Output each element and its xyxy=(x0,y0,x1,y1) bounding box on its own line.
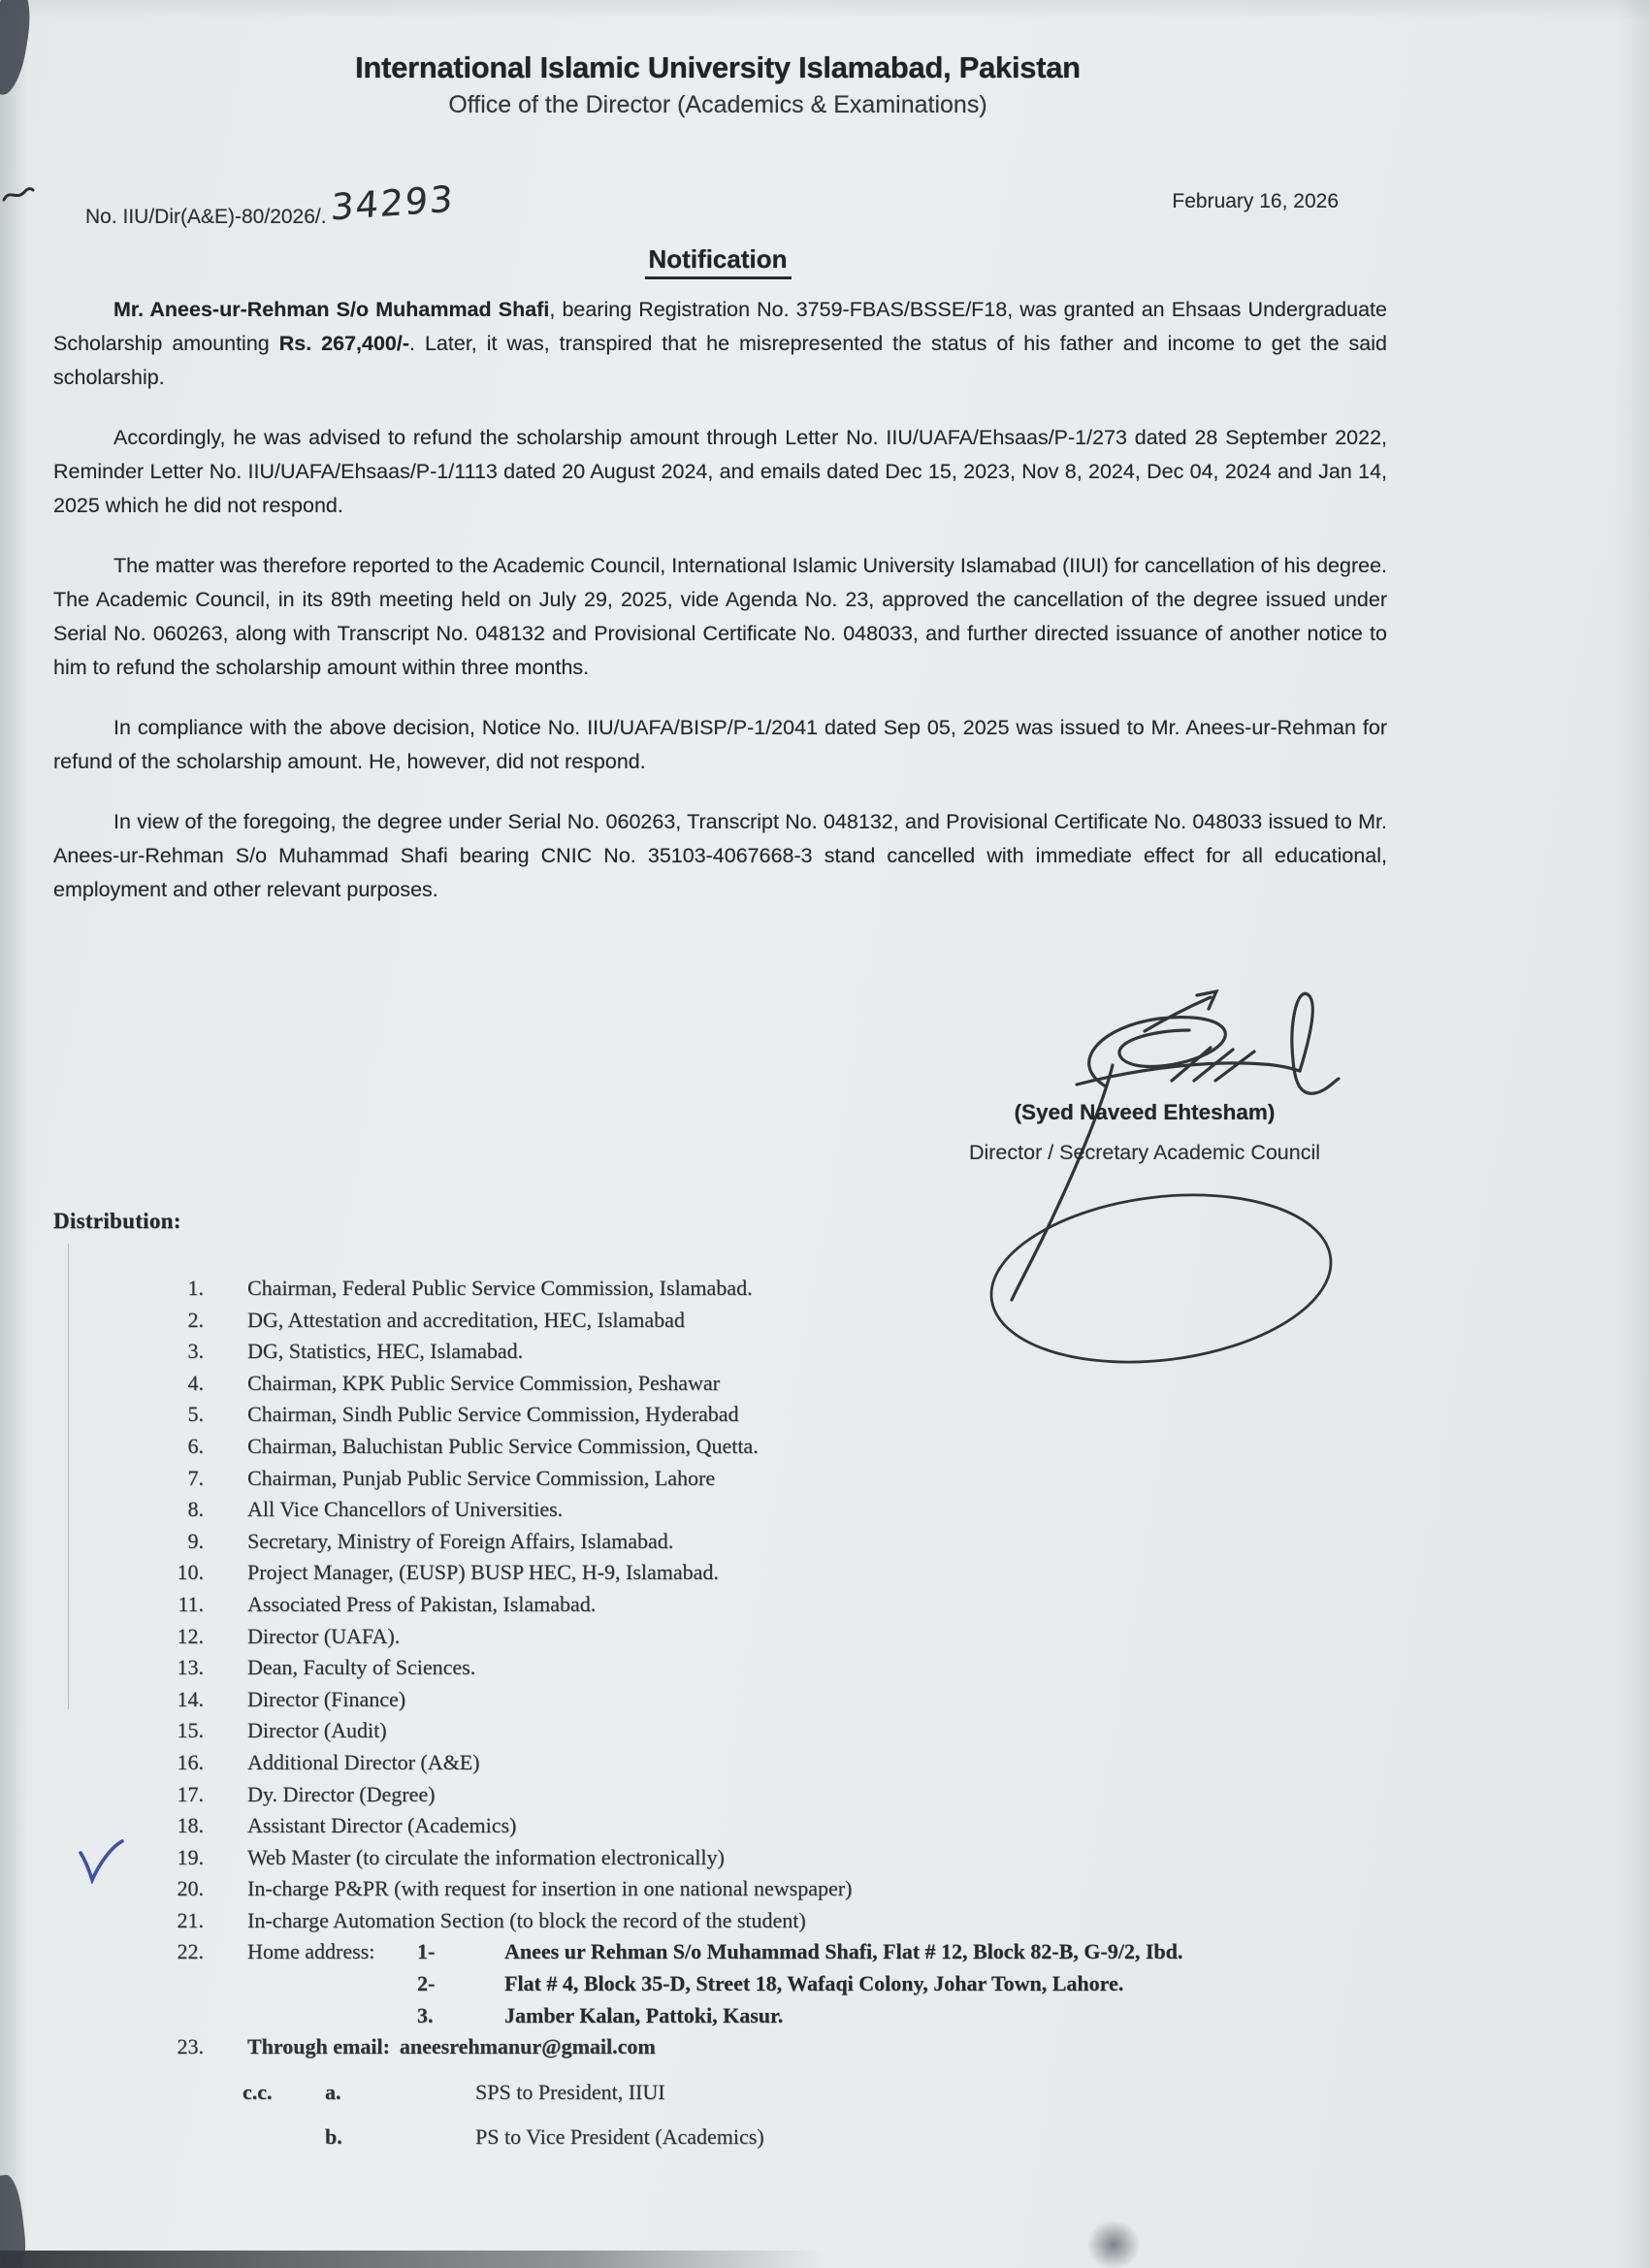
distribution-item-8 xyxy=(53,1494,1266,1526)
notification-heading: Notification xyxy=(645,244,792,279)
item-text: Additional Director (A&E) xyxy=(247,1749,480,1774)
paragraph-4: In compliance with the above decision, Notice No. IIU/UAFA/BISP/P-1/2041 dated Sep 05, 2025 was issued to Mr. Anees-ur-Rehman for refund of the scholarship amount. He, however, did not respond. xyxy=(53,716,1387,773)
item-text: Chairman, KPK Public Service Commission, Peshawar xyxy=(247,1370,721,1395)
address-text: Anees ur Rehman S/o Muhammad Shafi, Flat # 12, Block 82-B, G-9/2, Ibd. xyxy=(504,1939,1183,1964)
distribution-item-5 xyxy=(53,1399,1266,1431)
item-text: Assistant Director (Academics) xyxy=(247,1813,517,1838)
distribution-item-23 xyxy=(53,2031,1266,2063)
item-text: Director (Audit) xyxy=(247,1718,387,1743)
distribution-list xyxy=(53,1273,1266,2063)
email-line xyxy=(247,2031,656,2063)
address-label-spacer xyxy=(247,2000,417,2032)
item-number: 9. xyxy=(187,1528,204,1553)
distribution-item-12 xyxy=(53,1621,1266,1653)
cc-row-b xyxy=(53,2115,764,2159)
signatory-title: Director / Secretary Academic Council xyxy=(968,1141,1321,1164)
item-number: 11. xyxy=(178,1591,204,1616)
reference-prefix: No. IIU/Dir(A&E)-80/2026/. xyxy=(85,206,327,228)
subject-name-bold: Mr. Anees-ur-Rehman S/o Muhammad Shafi xyxy=(113,298,550,321)
scholarship-amount-bold: Rs. 267,400/- xyxy=(278,332,410,355)
distribution-item-20 xyxy=(53,1873,1266,1905)
item-text: Chairman, Sindh Public Service Commission, Hyderabad xyxy=(247,1402,739,1427)
distribution-heading: Distribution: xyxy=(53,1209,181,1233)
home-address-row-2-content xyxy=(247,1968,1123,2000)
item-number: 4. xyxy=(187,1370,204,1395)
home-address-row-1 xyxy=(247,1936,1182,1968)
item-number: 20. xyxy=(177,1876,204,1901)
home-address-row-3 xyxy=(53,2000,1266,2032)
item-number: 8. xyxy=(187,1497,204,1522)
item-number: 22. xyxy=(177,1939,204,1964)
item-number: 21. xyxy=(177,1907,204,1932)
distribution-item-7 xyxy=(53,1463,1266,1495)
item-text: DG, Statistics, HEC, Islamabad. xyxy=(247,1339,524,1364)
university-title: International Islamic University Islamabad, Pakistan xyxy=(355,50,1081,84)
cc-label-spacer xyxy=(242,2115,325,2159)
address-number: 3. xyxy=(417,2002,434,2027)
home-address-row-2 xyxy=(53,1968,1266,2000)
distribution-item-17 xyxy=(53,1779,1266,1811)
distribution-item-2 xyxy=(53,1305,1266,1337)
distribution-item-16 xyxy=(53,1747,1266,1779)
item-text: Web Master (to circulate the information electronically) xyxy=(247,1844,725,1869)
item-text: Chairman, Baluchistan Public Service Commission, Quetta. xyxy=(247,1433,759,1458)
item-number: 5. xyxy=(187,1402,204,1427)
paragraph-1-text-end: . Later, it was, transpired that he misrepresented the status of his father and income to get the said scholarship. xyxy=(53,332,1387,389)
address-number: 2- xyxy=(417,1971,436,1996)
paragraph-1-text: , bearing Registration No. 3759-FBAS/BSSE/F18, was granted an Ehsaas Undergraduate Scholarship amounting xyxy=(53,298,1387,355)
margin-squiggle-mark xyxy=(2,182,35,210)
distribution-item-22 xyxy=(53,1936,1266,1968)
item-text: In-charge P&PR (with request for insertion in one national newspaper) xyxy=(247,1876,853,1901)
item-number: 15. xyxy=(177,1718,204,1743)
scan-edge-artifact-bottom xyxy=(0,2251,824,2268)
paragraph-5: In view of the foregoing, the degree under Serial No. 060263, Transcript No. 048132, and Provisional Certificate No. 048033 issued to Mr. Anees-ur-Rehman S/o Muhammad Shafi bearing CNIC No. 35103-4067668-3 stand cancelled with immediate effect for all educational, employment and other relevant purposes. xyxy=(53,810,1387,901)
paragraph-1 xyxy=(53,293,1387,395)
cc-text: PS to Vice President (Academics) xyxy=(475,2124,764,2149)
distribution-item-4 xyxy=(53,1368,1266,1400)
distribution-item-15 xyxy=(53,1715,1266,1747)
item-text: In-charge Automation Section (to block the record of the student) xyxy=(247,1907,806,1932)
item-text: Chairman, Federal Public Service Commission, Islamabad. xyxy=(247,1276,753,1300)
checkmark-annotation xyxy=(78,1839,124,1884)
cc-row-a xyxy=(53,2070,764,2115)
distribution-item-13 xyxy=(53,1652,1266,1684)
reference-row xyxy=(85,178,1339,232)
item-number: 23. xyxy=(177,2034,204,2059)
item-text: Chairman, Punjab Public Service Commission, Lahore xyxy=(247,1465,716,1490)
item-number: 16. xyxy=(177,1749,204,1774)
letter-body xyxy=(53,293,1387,933)
handwritten-diary-number: 34293 xyxy=(329,178,456,229)
cc-section xyxy=(53,2070,764,2159)
item-number: 6. xyxy=(187,1433,204,1458)
distribution-item-9 xyxy=(53,1526,1266,1558)
paragraph-2: Accordingly, he was advised to refund the scholarship amount through Letter No. IIU/UAFA/Ehsaas/P-1/273 dated 28 September 2022, Reminder Letter No. IIU/UAFA/Ehsaas/P-1/1113 dated 20 August 2024, and emails dated Dec 15, 2023, Nov 8, 2024, Dec 04, 2024 and Jan 14, 2025 which he did not respond. xyxy=(53,426,1387,517)
item-number: 14. xyxy=(177,1686,204,1711)
item-text: DG, Attestation and accreditation, HEC, Islamabad xyxy=(247,1307,685,1332)
item-number: 12. xyxy=(177,1623,204,1648)
distribution-section xyxy=(53,1209,1266,2063)
item-text: Secretary, Ministry of Foreign Affairs, Islamabad. xyxy=(247,1528,674,1553)
paragraph-3: The matter was therefore reported to the Academic Council, International Islamic University Islamabad (IIUI) for cancellation of his degree. The Academic Council, in its 89th meeting held on July 29, 2025, vide Agenda No. 23, approved the cancellation of the degree issued under Serial No. 060263, along with Transcript No. 048132 and Provisional Certificate No. 048033, and further directed issuance of another notice to him to refund the scholarship amount within three months. xyxy=(53,554,1387,679)
item-text: Project Manager, (EUSP) BUSP HEC, H-9, Islamabad. xyxy=(247,1560,719,1585)
address-text: Jamber Kalan, Pattoki, Kasur. xyxy=(504,2002,784,2027)
home-address-row-3-content xyxy=(247,2000,783,2032)
distribution-item-21 xyxy=(53,1905,1266,1937)
distribution-item-11 xyxy=(53,1589,1266,1621)
office-subtitle: Office of the Director (Academics & Examinations) xyxy=(448,91,987,118)
item-number: 13. xyxy=(177,1655,204,1680)
scan-smudge-bottom xyxy=(1086,2219,1141,2268)
distribution-item-14 xyxy=(53,1684,1266,1716)
item-text: Director (Finance) xyxy=(247,1686,406,1711)
reference-number xyxy=(85,178,456,232)
email-address: aneesrehmanur@gmail.com xyxy=(399,2034,656,2059)
address-label-spacer xyxy=(247,1968,417,2000)
distribution-item-6 xyxy=(53,1431,1266,1463)
item-number: 2. xyxy=(187,1307,204,1332)
distribution-item-3 xyxy=(53,1336,1266,1368)
distribution-item-18 xyxy=(53,1810,1266,1842)
item-number: 19. xyxy=(177,1844,204,1869)
item-text: Associated Press of Pakistan, Islamabad. xyxy=(247,1591,597,1616)
distribution-item-10 xyxy=(53,1557,1266,1589)
item-text: Dy. Director (Degree) xyxy=(247,1781,436,1806)
letter-date: February 16, 2026 xyxy=(1172,190,1339,212)
distribution-item-1 xyxy=(53,1273,1266,1305)
signatory-name: (Syed Naveed Ehtesham) xyxy=(1014,1100,1276,1124)
item-number: 1. xyxy=(187,1276,204,1300)
cc-letter: b. xyxy=(325,2124,342,2149)
distribution-item-19 xyxy=(53,1842,1266,1874)
scan-corner-artifact-top-left xyxy=(0,0,36,97)
item-number: 10. xyxy=(177,1560,204,1585)
scan-corner-artifact-bottom-left xyxy=(0,2174,29,2268)
item-number-empty xyxy=(53,1968,204,2000)
item-text: Dean, Faculty of Sciences. xyxy=(247,1655,476,1680)
item-number: 7. xyxy=(187,1465,204,1490)
item-number: 3. xyxy=(187,1339,204,1364)
address-number: 1- xyxy=(417,1939,436,1964)
notification-heading-wrap xyxy=(39,244,1397,279)
item-text: Director (UAFA). xyxy=(247,1623,401,1648)
cc-label: c.c. xyxy=(242,2080,273,2104)
item-text: All Vice Chancellors of Universities. xyxy=(247,1497,564,1522)
item-number: 18. xyxy=(177,1813,204,1838)
letterhead xyxy=(39,50,1397,119)
home-address-label: Home address: xyxy=(247,1939,375,1964)
cc-text: SPS to President, IIUI xyxy=(475,2080,665,2104)
email-label: Through email: xyxy=(247,2034,390,2059)
address-text: Flat # 4, Block 35-D, Street 18, Wafaqi Colony, Johar Town, Lahore. xyxy=(504,1971,1124,1996)
signature-block xyxy=(922,1100,1368,1165)
cc-letter: a. xyxy=(325,2080,341,2104)
item-number: 17. xyxy=(177,1781,204,1806)
item-number-empty xyxy=(53,2000,204,2032)
